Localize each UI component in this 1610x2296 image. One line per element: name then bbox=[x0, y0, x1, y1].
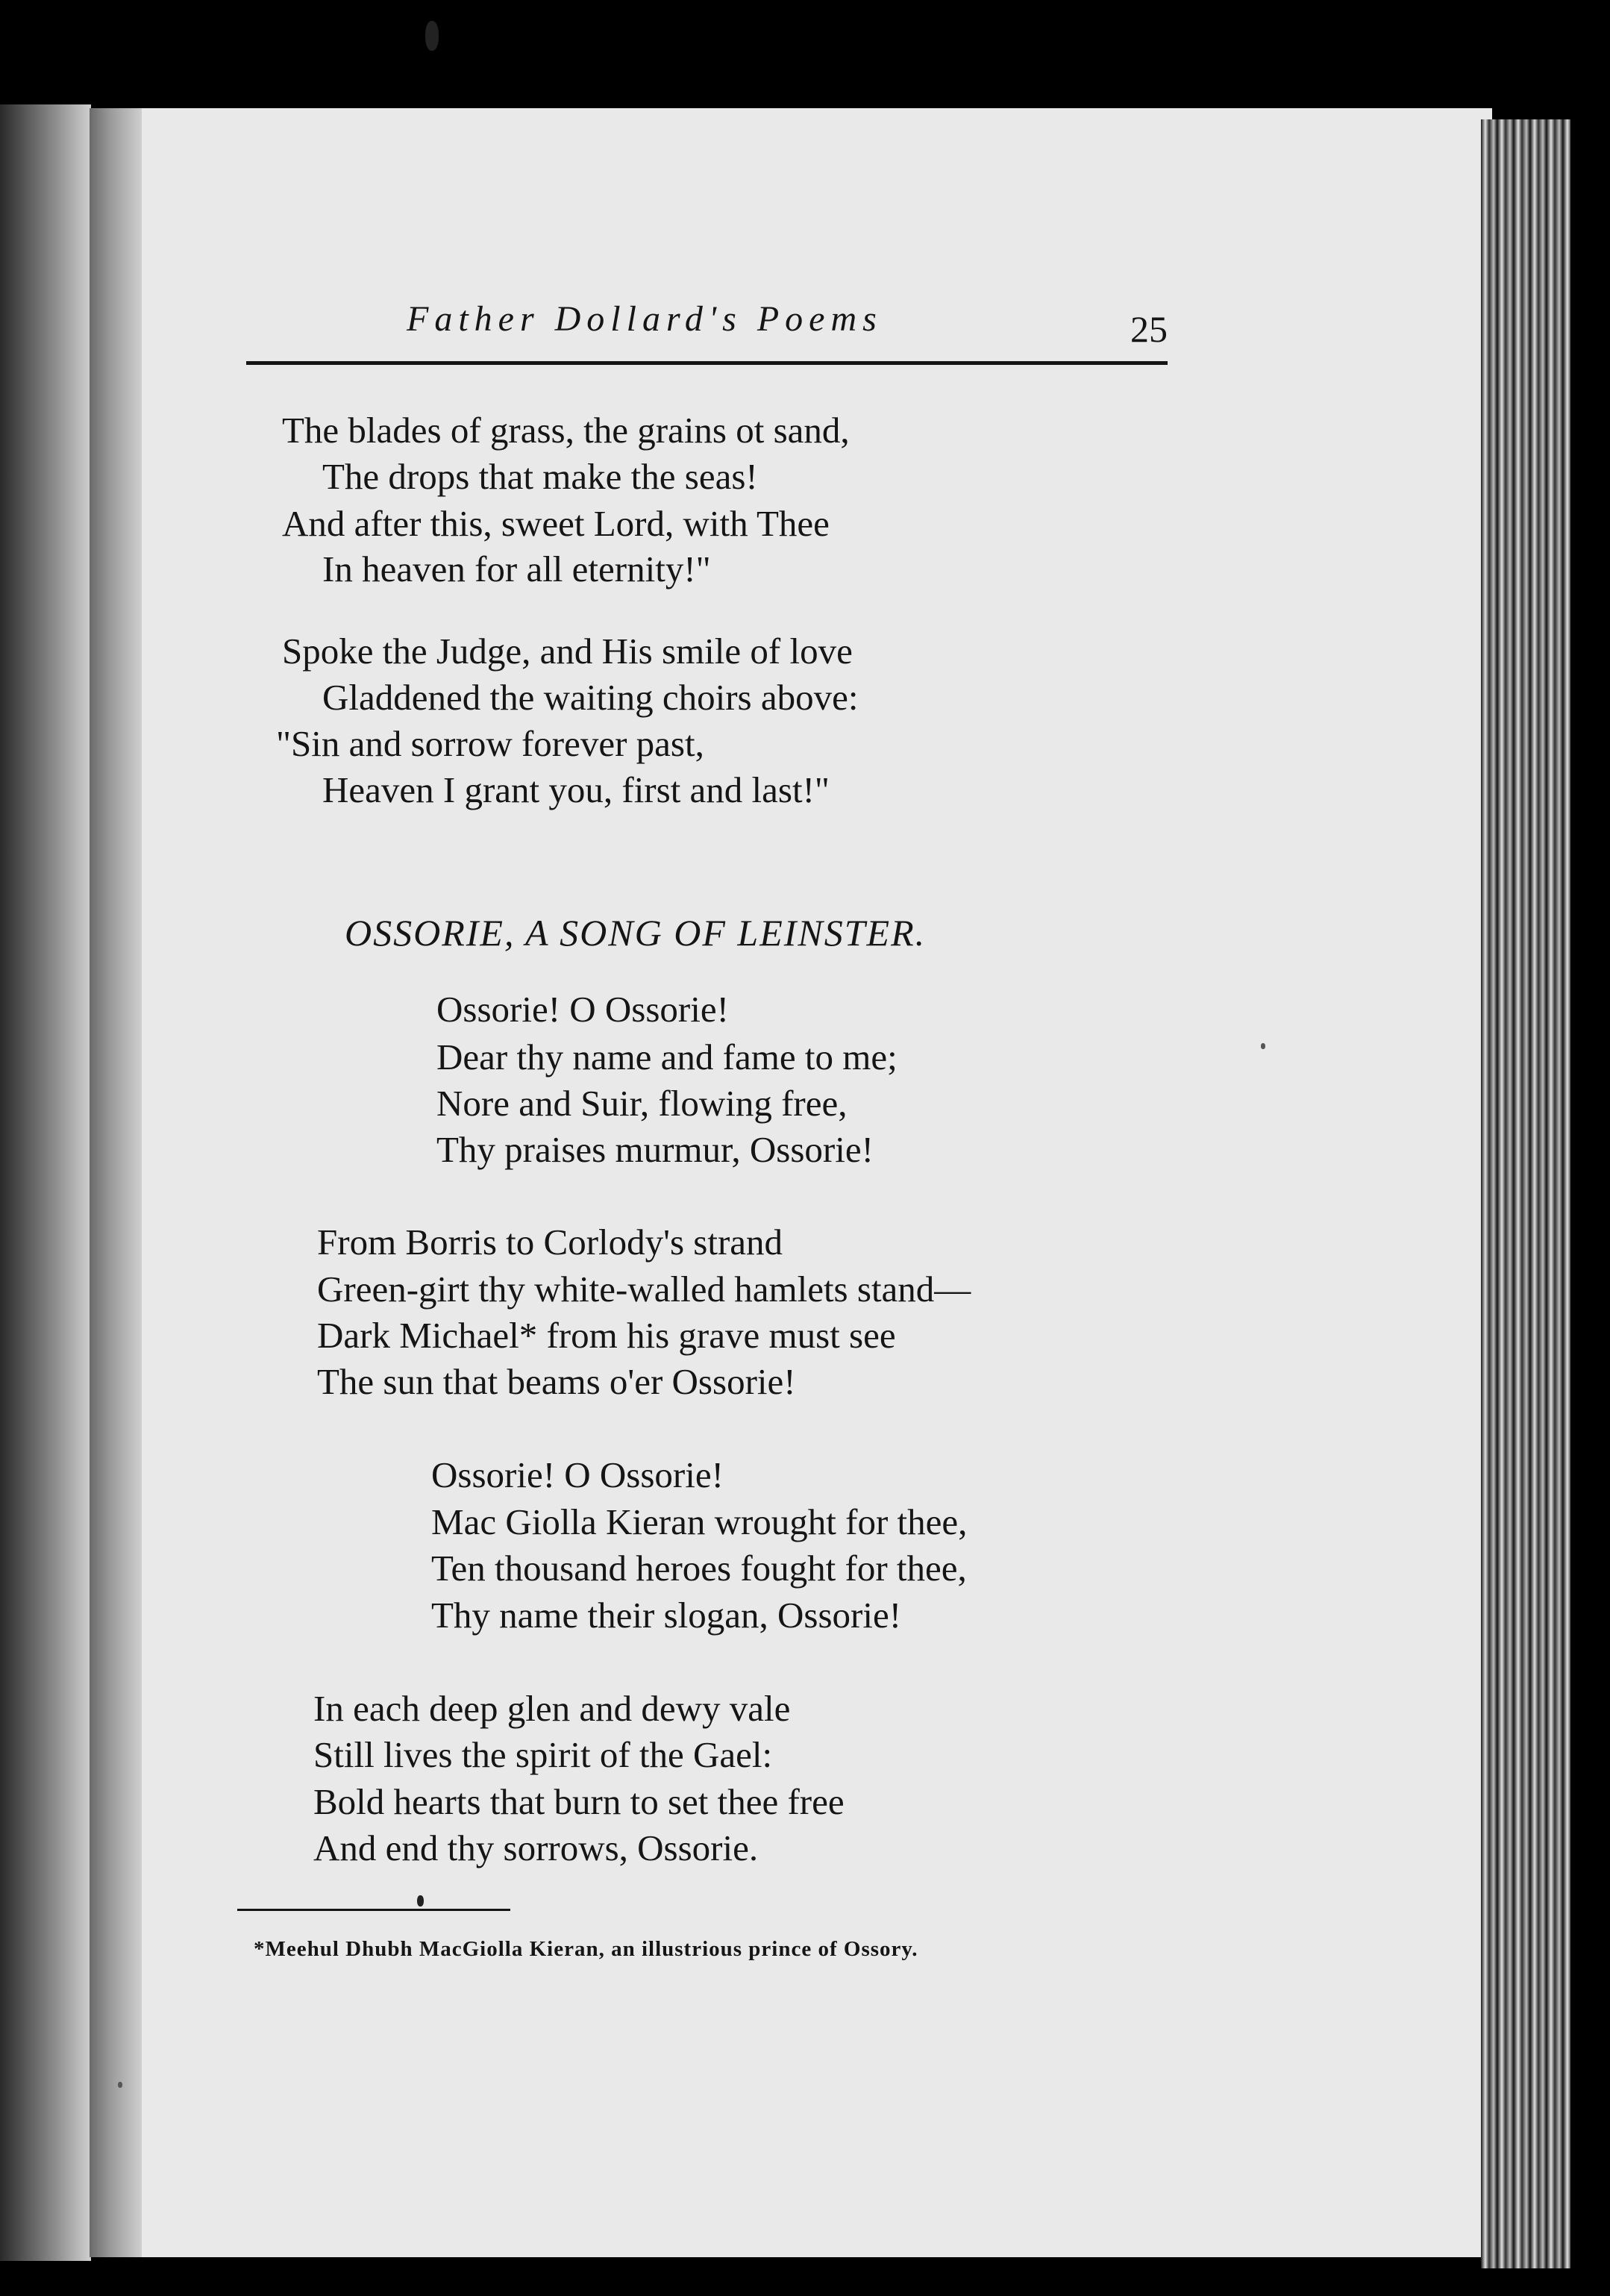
verse-line: "Sin and sorrow forever past, bbox=[276, 723, 704, 764]
verse-line: Nore and Suir, flowing free, bbox=[436, 1083, 848, 1124]
verse-line: Dark Michael* from his grave must see bbox=[317, 1315, 896, 1356]
page-number: 25 bbox=[1130, 308, 1168, 350]
verse-line: From Borris to Corlody's strand bbox=[317, 1221, 783, 1263]
verse-line: In each deep glen and dewy vale bbox=[313, 1688, 791, 1729]
verse-line: Green-girt thy white-walled hamlets stand— bbox=[317, 1269, 971, 1310]
verse-line: Gladdened the waiting choirs above: bbox=[322, 677, 859, 718]
page-edges bbox=[1481, 119, 1570, 2268]
verse-line: Ossorie! O Ossorie! bbox=[431, 1454, 724, 1495]
verse-line: And after this, sweet Lord, with Thee bbox=[282, 503, 830, 544]
section-title: OSSORIE, A SONG OF LEINSTER. bbox=[345, 912, 927, 954]
verse-line: Mac Giolla Kieran wrought for thee, bbox=[431, 1501, 968, 1542]
verse-line: Thy name their slogan, Ossorie! bbox=[431, 1595, 902, 1636]
verse-line: Thy praises murmur, Ossorie! bbox=[436, 1129, 874, 1170]
footnote-rule bbox=[237, 1909, 510, 1911]
scan-speck bbox=[1261, 1043, 1265, 1049]
verse-line: Ossorie! O Ossorie! bbox=[436, 989, 729, 1030]
verse-line: The drops that make the seas! bbox=[322, 456, 758, 497]
footnote-rule-ornament bbox=[417, 1895, 424, 1906]
scan-speck bbox=[118, 2082, 122, 2088]
verse-line: The sun that beams o'er Ossorie! bbox=[317, 1361, 796, 1402]
page-gutter-shadow bbox=[90, 108, 142, 2257]
header-rule bbox=[246, 361, 1168, 365]
verse-line: Dear thy name and fame to me; bbox=[436, 1036, 898, 1077]
footnote: *Meehul Dhubh MacGiolla Kieran, an illustrious prince of Ossory. bbox=[254, 1937, 918, 1961]
scan-speck bbox=[425, 21, 439, 51]
verse-line: Spoke the Judge, and His smile of love bbox=[282, 631, 853, 672]
verse-line: In heaven for all eternity!" bbox=[322, 548, 711, 589]
verse-line: Heaven I grant you, first and last!" bbox=[322, 769, 830, 810]
facing-page-edge bbox=[0, 104, 91, 2261]
verse-line: And end thy sorrows, Ossorie. bbox=[313, 1827, 759, 1868]
verse-line: Bold hearts that burn to set thee free bbox=[313, 1781, 845, 1822]
running-head-title: Father Dollard's Poems bbox=[407, 299, 883, 339]
verse-line: Still lives the spirit of the Gael: bbox=[313, 1734, 773, 1775]
verse-line: Ten thousand heroes fought for thee, bbox=[431, 1548, 967, 1589]
verse-line: The blades of grass, the grains ot sand, bbox=[282, 410, 850, 451]
